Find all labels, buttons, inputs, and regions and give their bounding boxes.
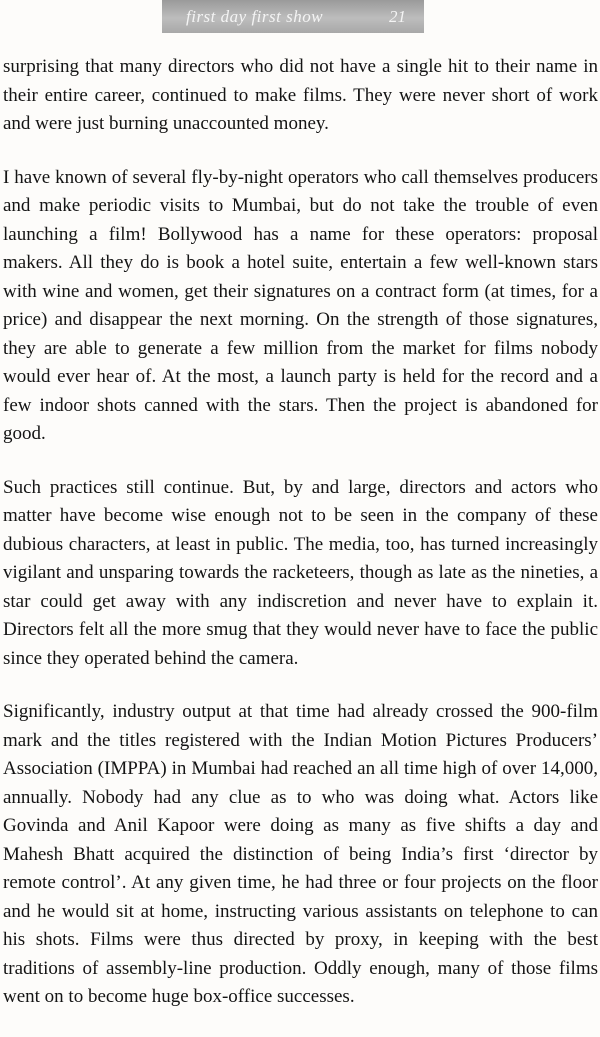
paragraph-4: Significantly, industry output at that time had already crossed the 900-film mark and the titles registered with the Indian Motion Pictures Producers’ Association (IMPPA) in Mumbai had reached an all time high of over 14,000, annually. Nobody had any clue as to who was doing what. Actors like Govinda and Anil Kapoor were doing as many as five shifts a day and Mahesh Bhatt acquired the distinction of being India’s first ‘director by remote control’. At any given time, he had three or four projects on the floor and he would sit at home, instructing various assistants on telephone to can his shots. Films were thus directed by proxy, in keeping with the best traditions of assembly-line production. Oddly enough, many of those films went on to become huge box-office successes. xyxy=(3,701,598,1007)
paragraph-3: Such practices still continue. But, by and large, directors and actors who matter have become wise enough not to be seen in the company of these dubious characters, at least in public. The media, too, has turned increasingly vigilant and unsparing towards the racketeers, though as late as the nineties, a star could get away with any indiscretion and never have to explain it. Directors felt all the more smug that they would never have to face the public since they operated behind the camera. xyxy=(3,476,598,669)
paragraph-1: surprising that many directors who did not have a single hit to their name in their entire career, continued to make films. They were never short of work and were just burning unaccounted money. xyxy=(3,56,598,134)
page-body xyxy=(0,53,600,1037)
page-number: 21 xyxy=(389,6,406,26)
running-header xyxy=(162,0,424,33)
paragraph-2: I have known of several fly-by-night operators who call themselves producers and make periodic visits to Mumbai, but do not take the trouble of even launching a film! Bollywood has a name for these operators: proposal makers. All they do is book a hotel suite, entertain a few well-known stars with wine and women, get their signatures on a contract form (at times, for a price) and disappear the next morning. On the strength of those signatures, they are able to generate a few million from the market for films nobody would ever hear of. At the most, a launch party is held for the record and a few indoor shots canned with the stars. Then the project is abandoned for good. xyxy=(3,166,598,444)
running-header-title: first day first show xyxy=(186,6,324,26)
